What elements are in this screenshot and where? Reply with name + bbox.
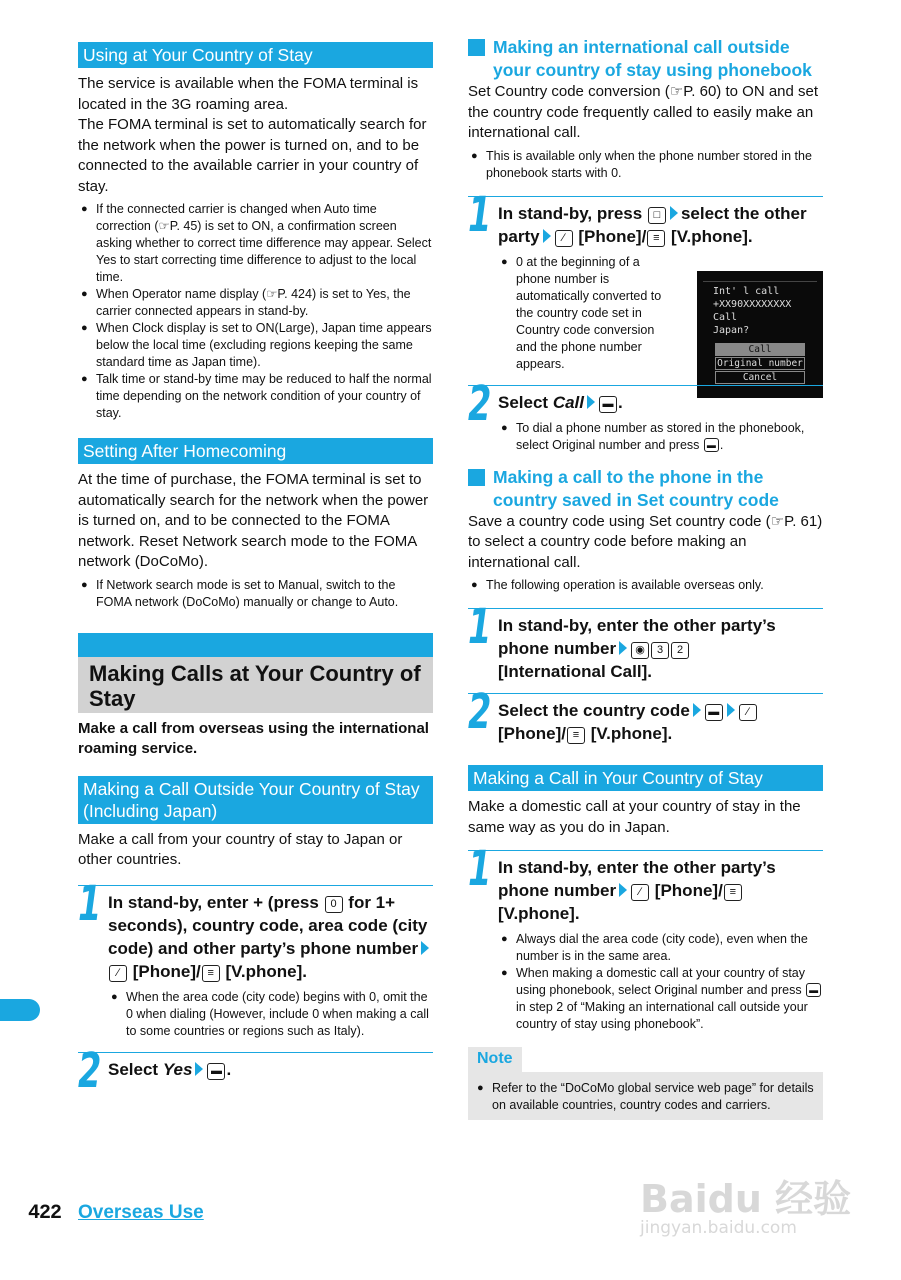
bullet-list [498,254,670,373]
bullet-item: ● Talk time or stand-by time may be reduced to half the normal time depending on the network condition of your country of stay. [78,371,433,422]
phonebook-key-icon: □ [648,207,666,224]
subsection-title-phonebook: Making an international call outside your country of stay using phonebook [468,36,823,82]
vphone-key-icon: ≡ [724,884,742,901]
zero-key-icon: 0 [325,896,343,913]
left-column [78,42,433,1099]
arrow-icon [670,206,678,220]
step-2 [468,684,823,745]
paragraph: Set Country code conversion (☞P. 60) to ON and set the country code frequently called to easily make an international call. [468,83,819,141]
bullet-list [474,1080,815,1114]
arrow-icon [619,883,627,897]
footer-section-link[interactable]: Overseas Use [78,1202,204,1223]
step-number: 1 [468,599,492,655]
paragraph: At the time of purchase, the FOMA terminal is set to automatically search for the network when the power is turned on, and to be connected to the FOMA network. Reset Network search mode to the FOMA network (DoCoMo). [78,471,429,570]
bullet-list [108,989,433,1040]
square-marker-icon [468,469,485,486]
step-number: 2 [468,375,492,432]
vphone-key-icon: ≡ [647,230,665,247]
two-key-icon: 2 [671,642,689,659]
center-key-icon: ▬ [704,438,719,452]
step-number: 1 [78,875,102,932]
arrow-icon [619,641,627,655]
phone-key-icon: ∕ [109,965,127,982]
note-box [468,1072,823,1120]
center-key-icon: ▬ [806,983,821,997]
paragraph: The FOMA terminal is set to automatically search for the network when the power is turned on, and to be connected to the available carrier in your country of stay. [78,116,427,195]
watermark-url: jingyan.baidu.com [640,1218,797,1238]
arrow-icon [421,941,429,955]
paragraph: Make a call from your country of stay to Japan or other countries. [78,830,403,868]
bullet-item: ● When the area code (city code) begins with 0, omit the 0 when dialing (However, include 0 when making a call to some countries or regions such as Italy). [108,989,433,1040]
bullet-list [468,148,823,182]
note-block [468,1047,823,1120]
step-instruction: In stand-by, enter the other party’s phone number ◉ 3 2 [International Call]. [498,616,776,681]
screen-option-cancel: Cancel [715,371,805,384]
subsection-title-set-country-code: Making a call to the phone in the country saved in Set country code [468,466,823,512]
section-title-in-country: Making a Call in Your Country of Stay [468,765,823,791]
bullet-item: ● The following operation is available overseas only. [468,577,823,594]
step-instruction: Select Yes ▬ . [108,1059,232,1079]
bullet-list [468,577,823,594]
bullet-item: ● When making a domestic call at your country of stay using phonebook, select Original number and press ▬ in step 2 of “Making an international call outside your country of stay using phonebook”. [498,965,823,1033]
bullet-item: ● When Operator name display (☞P. 424) is set to Yes, the carrier connected appears in stand-by. [78,286,433,320]
bullet-list [498,931,823,1033]
phone-key-icon: ∕ [555,230,573,247]
watermark-brand: Baidu 经验 [640,1177,852,1221]
arrow-icon [195,1062,203,1076]
step-number: 2 [78,1042,102,1099]
phone-key-icon: ∕ [631,884,649,901]
page-number: 422 [28,1202,62,1225]
step-number: 1 [468,841,492,897]
right-column [468,36,823,1120]
note-label: Note [468,1047,522,1072]
section-title-country-of-stay: Using at Your Country of Stay [78,42,433,68]
bullet-item: ● Refer to the “DoCoMo global service web page” for details on available countries, country codes and carriers. [474,1080,815,1114]
step-instruction: Select Call ▬ . [498,392,623,412]
arrow-icon [727,703,735,717]
screen-text: Int' l call +XX90XXXXXXXX Call Japan? [713,285,792,336]
step-instruction: In stand-by, enter + (press 0 for 1+ seconds), country code, area code (city code) and other party’s phone number∕ [Phone]/ ≡ [V.phone]. [108,892,428,981]
arrow-icon [587,395,595,409]
step-number: 1 [468,186,492,243]
step-1 [468,186,823,383]
bullet-list [78,577,433,611]
phone-screen-image [697,271,823,398]
step-1 [468,841,823,1033]
three-key-icon: 3 [651,642,669,659]
chapter-bar [78,633,433,657]
square-marker-icon [468,39,485,56]
bullet-item: ● When Clock display is set to ON(Large), Japan time appears below the local time (excluding regions keeping the same standard time as Japan time). [78,320,433,371]
bullet-item: ● This is available only when the phone number stored in the phonebook starts with 0. [468,148,823,182]
section-title-after-homecoming: Setting After Homecoming [78,438,433,464]
arrow-icon [693,703,701,717]
step-number: 2 [468,684,492,740]
step-1 [78,875,433,1040]
arrow-icon [543,229,551,243]
step-instruction: In stand-by, press □ select the other party ∕ [Phone]/ ≡ [V.phone]. [498,203,807,246]
paragraph: The service is available when the FOMA terminal is located in the 3G roaming area. [78,75,419,113]
bullet-item: ● If the connected carrier is changed when Auto time correction (☞P. 45) is set to ON, a confirmation screen asking whether to correct time difference may appear. Select Yes to start correcting time difference to adjust to the local time. [78,201,433,286]
bullet-item: ● To dial a phone number as stored in the phonebook, select Original number and press ▬ . [498,420,823,454]
bullet-list [78,201,433,422]
screen-header-line [703,275,817,282]
chapter-lead: Make a call from overseas using the international roaming service. [78,719,429,757]
vphone-key-icon: ≡ [202,965,220,982]
step-1 [468,599,823,683]
bullet-item: ● 0 at the beginning of a phone number is automatically converted to the country code set in Country code conversion and the phone number appears. [498,254,670,373]
phone-key-icon: ∕ [739,704,757,721]
step-instruction: Select the country code ▬ ∕ [Phone]/ ≡ [V.phone]. [498,699,823,745]
chapter-title: Making Calls at Your Country of Stay [78,657,433,713]
paragraph: Make a domestic call at your country of stay in the same way as you do in Japan. [468,798,801,836]
center-key-icon: ▬ [599,396,617,413]
screen-option-call: Call [715,343,805,356]
bullet-item: ● Always dial the area code (city code), even when the number is in the same area. [498,931,823,965]
screen-option-original: Original number [715,357,805,370]
paragraph: Save a country code using Set country code (☞P. 61) to select a country code before making an international call. [468,512,823,571]
bullet-list [498,420,823,454]
step-2 [78,1042,433,1099]
chapter-side-tab [0,999,40,1021]
camera-key-icon: ◉ [631,642,649,659]
center-key-icon: ▬ [705,704,723,721]
section-title-outside-country: Making a Call Outside Your Country of Stay (Including Japan) [78,776,433,824]
vphone-key-icon: ≡ [567,727,585,744]
center-key-icon: ▬ [207,1063,225,1080]
step-instruction: In stand-by, enter the other party’s phone number ∕ [Phone]/ ≡ [V.phone]. [498,858,776,923]
bullet-item: ● If Network search mode is set to Manual, switch to the FOMA network (DoCoMo) manually or change to Auto. [78,577,433,611]
